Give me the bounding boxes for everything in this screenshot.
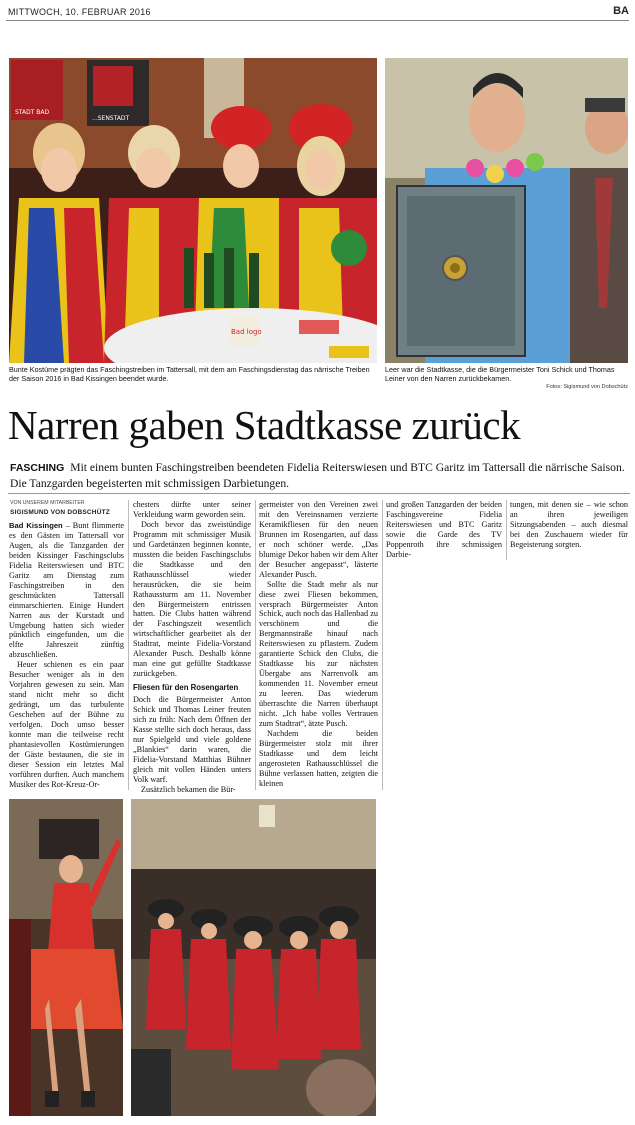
- column-separator: [255, 500, 256, 790]
- issue-date: MITTWOCH, 10. FEBRUAR 2016: [8, 7, 151, 17]
- kicker: FASCHING: [10, 462, 65, 474]
- place-name: Bad Kissingen: [9, 521, 63, 530]
- col3-paragraph-3: Nachdem die beiden Bürgermeister stolz mit ihrer Stadtkasse und dem leicht angerosteten Rathausschlüssel die Bühne verlassen hatten, zeigten die kleinen: [259, 728, 378, 788]
- col2-paragraph-3: Doch die Bürgermeister Anton Schick und Thomas Leiner freuten sich zu früh: Nach dem Öffnen der Kasse stellte sich doch heraus, dass nur Spielgeld und viele goldene „Blankies“ darin waren, die Fidelia-Vorstand Matthias Bühner gleich mit vollen Händen unters Volk warf.: [133, 695, 251, 784]
- caption-right: Leer war die Stadtkasse, die die Bürgermeister Toni Schick und Thomas Leiner von den Narren zurückbekamen.: [385, 365, 615, 383]
- col3-paragraph-1: germeister von den Vereinen zwei mit den Vereinsnamen verzierte Keramikfliesen für den neuen Brunnen im Rosengarten, auf dass er noch schöner werde. „Das blumige Dekor haben wir dem Alter der Besucher angepasst“, lästerte Alexander Pusch.: [259, 500, 378, 579]
- col2-paragraph-1: chesters dürfte unter seiner Verkleidung warm geworden sein.: [133, 500, 251, 519]
- col1-paragraph-2: Heuer schienen es ein paar Besucher weniger als in den Vorjahren gewesen zu sein. Man stand nicht mehr so dicht gedrängt, um das turbulente Geschehen auf der Bühne zu verfolgen. Doch umso besser konnte man die teilweise recht phantasievollen Kostümierungen der Gäste bestaunen, die sie in dieser Session ein letztes Mal vorführen durften. Auch manchem Musiker des Rot-Kreuz-Or-: [9, 660, 124, 789]
- photo-costumed-women: [9, 58, 377, 363]
- photo-dance-group: [131, 799, 376, 1116]
- photo-dancer-image: [9, 799, 123, 1116]
- column-1: [9, 521, 124, 790]
- sign-center-text: ...SENSTADT: [92, 115, 130, 122]
- subheading: Fliesen für den Rosengarten: [133, 683, 239, 693]
- col4-paragraph-1: und großen Tanzgarden der beiden Faschingsvereine Fidelia Reiterswiesen und BTC Garitz sowie die Garde des TV Poppenroth ihre schmissigen Darbie-: [386, 500, 502, 559]
- col1-p1-text: – Bunt flimmerte es den Gästen im Tattersall vor Augen, als die Tanzgarden der beiden Kissinger Faschingsclubs Fidelia Reiterswiesen und BTC Garitz am Dienstag zum Faschingstreiben in den geschmückten Tattersall einmarschierten. Einige Hundert Narren aus der Kurstadt und Umgebung hatten sich wieder pünktlich eingefunden, um die elfte Jahreszeit zünftig abzuschließen.: [9, 521, 124, 660]
- byline-label: VON UNSEREM MITARBEITER: [10, 500, 85, 506]
- column-4: [386, 500, 502, 560]
- col2-paragraph-4: Zusätzlich bekamen die Bür-: [141, 784, 236, 794]
- sign-left-text: STADT BAD: [15, 109, 50, 116]
- intro: [10, 460, 625, 491]
- divider: [8, 493, 630, 494]
- column-3: [259, 500, 378, 789]
- photo-stadtkasse: [385, 58, 628, 363]
- page-header: [6, 4, 629, 21]
- cup-text: Bad logo: [231, 328, 262, 336]
- col3-paragraph-2: Sollte die Stadt mehr als nur diese zwei Fliesen bekommen, versprach Bürgermeister Anton Schick, auch noch das Hallenbad zu verschönern und die Bergmannstraße hinauf nach Reiterswiesen zu pflastern. Zudem garantierte Schick den Clubs, die Stadtkasse bis zur nächsten Übergabe ans Narrenvolk am kommenden 11. November erneut zu leeren. Das wiederum überraschte die Narren überhaupt nicht. „Ich habe volles Vertrauen zum Stadtrat“, ätzte Pusch.: [259, 579, 378, 728]
- photo-credit: Fotos: Sigismund von Dobschütz: [546, 384, 628, 390]
- section-label: BA: [613, 5, 629, 17]
- col2-paragraph-2: Doch bevor das zweistündige Programm mit schmissiger Musik und Gardetänzen beginnen konnte, mussten die beiden Faschingsclubs die Stadtkasse und den Rathausschlüssel wieder herausrücken, die sie beim Rathaussturm am 11. November den Bürgermeistern entrissen hatten. Die Clubs hatten während der Faschingszeit wesentlich wirtschaftlicher gearbeitet als der Stadtrat, meinte Fidelia-Vorstand Alexander Pusch. Deshalb könne man eine gut gefüllte Stadtkasse zurückgeben.: [133, 519, 251, 679]
- column-5: [510, 500, 628, 550]
- col1-paragraph-1: [9, 521, 124, 660]
- column-separator: [506, 500, 507, 560]
- byline-author: SIGISMUND VON DOBSCHÜTZ: [10, 509, 110, 516]
- photo-dancer: [9, 799, 123, 1116]
- photo-dance-group-image: [131, 799, 376, 1116]
- col5-paragraph-1: tungen, mit denen sie – wie schon an ihren jeweiligen Sitzungsabenden – auch diesmal bei den Zuschauern wieder für Begeisterung sorgten.: [510, 500, 628, 549]
- intro-text: Mit einem bunten Faschingstreiben beendeten Fidelia Reiterswiesen und BTC Garitz im Tattersall die närrische Saison. Die Tanzgarden begeisterten mit schmissigen Darbietungen.: [10, 461, 625, 490]
- headline: Narren gaben Stadtkasse zurück: [8, 402, 521, 448]
- photo-costumed-women-image: [9, 58, 377, 363]
- caption-left: Bunte Kostüme prägten das Faschingstreiben im Tattersall, mit dem am Faschingsdienstag das närrische Treiben der Saison 2016 in Bad Kissingen beendet wurde.: [9, 365, 370, 383]
- column-2: [133, 500, 251, 795]
- photo-stadtkasse-image: [385, 58, 628, 363]
- column-separator: [382, 500, 383, 790]
- column-separator: [128, 500, 129, 790]
